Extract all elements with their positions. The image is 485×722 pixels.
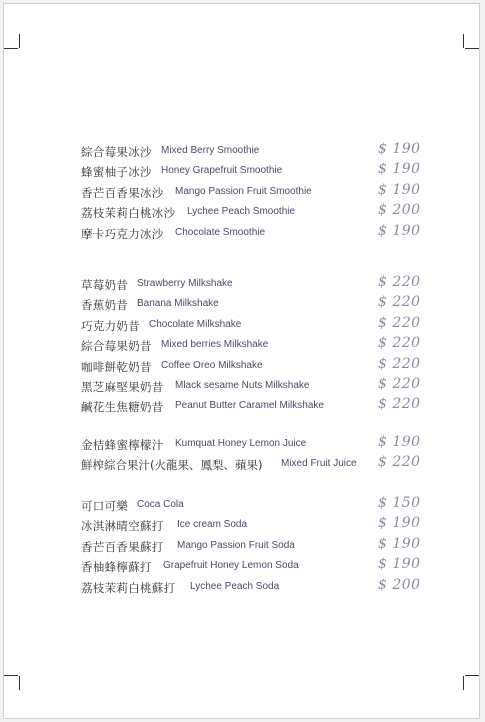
item-price: $ 200 (378, 202, 421, 219)
menu-item (81, 183, 421, 203)
crop-mark (4, 48, 18, 49)
crop-mark (19, 676, 20, 690)
item-price: $ 220 (378, 335, 421, 352)
item-price: $ 190 (378, 434, 421, 450)
item-price: $ 220 (378, 274, 421, 290)
menu-item (81, 357, 421, 377)
menu-item (81, 397, 421, 417)
item-name-en: Honey Grapefruit Smoothie (161, 165, 283, 177)
menu-item (81, 435, 421, 455)
item-name-en: Strawberry Milkshake (137, 278, 233, 289)
item-price: $ 220 (378, 396, 421, 413)
menu-item (81, 316, 421, 336)
item-name-zh: 金桔蜂蜜檸檬汁 (81, 438, 164, 452)
crop-mark (465, 48, 479, 49)
item-name-zh: 綜合莓果奶昔 (81, 339, 152, 354)
item-name-zh: 咖啡餅乾奶昔 (81, 359, 152, 374)
menu-item (81, 557, 421, 577)
menu-item (81, 455, 421, 475)
menu-item (81, 295, 421, 315)
menu-item (81, 377, 421, 397)
menu-item (81, 203, 421, 223)
item-price: $ 220 (378, 294, 421, 311)
item-price: $ 190 (378, 181, 421, 198)
item-price: $ 200 (378, 576, 421, 593)
item-name-zh: 巧克力奶昔 (81, 318, 140, 333)
item-name-en: Chocolate Milkshake (149, 318, 242, 330)
item-name-en: Banana Milkshake (137, 298, 219, 310)
milkshake-section (81, 275, 421, 418)
item-price: $ 150 (378, 495, 421, 511)
item-name-zh: 荔枝茉莉白桃冰沙 (81, 206, 176, 221)
item-name-en: Coffee Oreo Milkshake (161, 359, 263, 371)
item-name-zh: 草莓奶昔 (81, 278, 129, 292)
item-name-zh: 黑芝麻堅果奶昔 (81, 379, 164, 394)
crop-mark (19, 34, 20, 48)
menu-item (81, 537, 421, 557)
item-name-en: Mixed Fruit Juice (281, 458, 357, 470)
item-name-en: Coca Cola (137, 499, 184, 510)
crop-mark (4, 675, 18, 676)
item-price: $ 190 (378, 515, 421, 532)
item-name-zh: 香芒百香果蘇打 (81, 539, 164, 554)
item-name-en: Chocolate Smoothie (175, 226, 266, 238)
soda-section (81, 496, 421, 598)
menu-item (81, 516, 421, 536)
juice-section (81, 435, 421, 476)
item-name-zh: 蜂蜜柚子冰沙 (81, 165, 152, 180)
item-name-zh: 鹹花生焦糖奶昔 (81, 400, 164, 415)
item-price: $ 190 (378, 556, 421, 573)
item-name-en: Ice cream Soda (177, 519, 248, 531)
item-name-en: Lychee Peach Soda (190, 580, 280, 592)
item-name-en: Mlack sesame Nuts Milkshake (175, 379, 310, 391)
item-name-zh: 綜合莓果冰沙 (81, 145, 152, 159)
menu-item (81, 162, 421, 182)
item-name-zh: 鮮榨綜合果汁(火龍果、鳳梨、蘋果) (81, 458, 263, 473)
smoothie-section (81, 142, 421, 244)
crop-mark (463, 34, 464, 48)
crop-mark (463, 676, 464, 690)
item-name-en: Mango Passion Fruit Soda (177, 539, 295, 551)
menu-item (81, 142, 421, 162)
item-name-en: Peanut Butter Caramel Milkshake (175, 400, 324, 412)
item-name-en: Mixed berries Milkshake (161, 339, 269, 351)
item-name-zh: 香蕉奶昔 (81, 298, 129, 313)
item-price: $ 220 (378, 375, 421, 392)
item-price: $ 190 (378, 222, 421, 239)
item-name-zh: 摩卡巧克力冰沙 (81, 226, 164, 241)
item-name-en: Lychee Peach Smoothie (187, 206, 296, 218)
item-name-en: Mixed Berry Smoothie (161, 145, 260, 156)
item-price: $ 220 (378, 355, 421, 372)
menu-item (81, 496, 421, 516)
item-name-zh: 香柚蜂檸蘇打 (81, 560, 152, 575)
item-name-en: Grapefruit Honey Lemon Soda (163, 560, 299, 572)
item-price: $ 220 (378, 454, 421, 471)
item-price: $ 220 (378, 314, 421, 331)
menu-item (81, 578, 421, 598)
item-price: $ 190 (378, 141, 421, 157)
menu-page (3, 3, 480, 719)
item-name-zh: 可口可樂 (81, 499, 129, 513)
item-name-en: Mango Passion Fruit Smoothie (175, 185, 312, 197)
menu-item (81, 275, 421, 295)
item-name-zh: 冰淇淋晴空蘇打 (81, 519, 164, 534)
item-name-zh: 荔枝茉莉白桃蘇打 (81, 580, 176, 595)
menu-item (81, 336, 421, 356)
item-name-zh: 香芒百香果冰沙 (81, 185, 164, 200)
item-name-en: Kumquat Honey Lemon Juice (175, 438, 307, 449)
menu-item (81, 224, 421, 244)
crop-mark (465, 675, 479, 676)
item-price: $ 190 (378, 535, 421, 552)
item-price: $ 190 (378, 161, 421, 178)
